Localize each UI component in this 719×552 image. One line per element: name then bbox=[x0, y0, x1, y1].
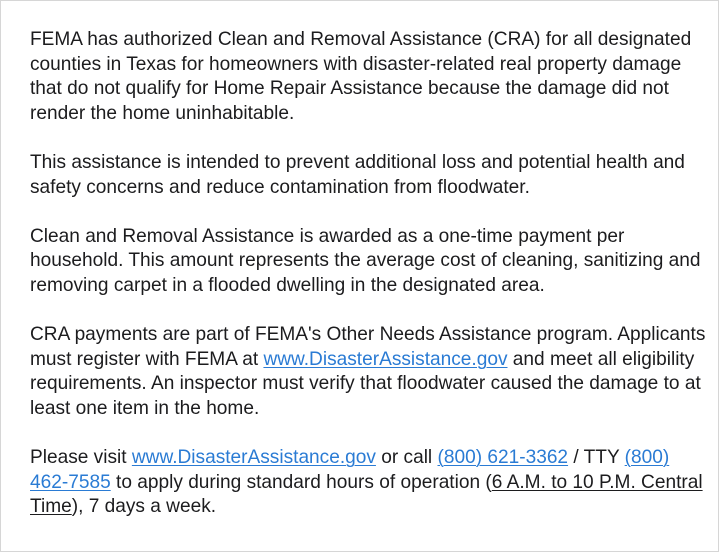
operating-hours: 6 A.M. to 10 P.M. Central Time bbox=[30, 471, 703, 518]
disaster-assistance-link-2[interactable]: www.DisasterAssistance.gov bbox=[131, 447, 376, 469]
paragraph-how-to-apply bbox=[30, 446, 710, 520]
disaster-assistance-link[interactable]: www.DisasterAssistance.gov bbox=[263, 348, 508, 370]
apply-text-before: Please visit bbox=[30, 447, 132, 469]
apply-text-tty: / TTY bbox=[568, 447, 625, 469]
ona-text-after: and meet all eligibility requirements. An inspector must verify that floodwater caused the damage to at least one item in the home. bbox=[30, 348, 701, 419]
message-body bbox=[30, 28, 710, 544]
ona-text-before: CRA payments are part of FEMA's Other Needs Assistance program. Applicants must register with FEMA at bbox=[30, 324, 706, 370]
apply-text-call: or call bbox=[375, 447, 438, 469]
paragraph-ona-program bbox=[30, 323, 710, 421]
apply-text-after: ), 7 days a week. bbox=[71, 496, 217, 518]
paragraph-payment-details: Clean and Removal Assistance is awarded as a one-time payment per household. This amount represents the average cost of cleaning, sanitizing and removing carpet in a flooded dwelling in the designated area. bbox=[30, 225, 701, 296]
tty-number-link[interactable]: (800) 462-7585 bbox=[30, 447, 670, 493]
paragraph-assistance-purpose: This assistance is intended to prevent additional loss and potential health and safety concerns and reduce contamination from floodwater. bbox=[30, 151, 685, 198]
apply-text-hours-intro: to apply during standard hours of operation ( bbox=[110, 471, 492, 493]
phone-number-link[interactable]: (800) 621-3362 bbox=[437, 447, 569, 469]
paragraph-cra-authorization: FEMA has authorized Clean and Removal Assistance (CRA) for all designated counties in Texas for homeowners with disaster-related real property damage that do not qualify for Home Repair Assistance because the damage did not render the home uninhabitable. bbox=[30, 29, 692, 124]
